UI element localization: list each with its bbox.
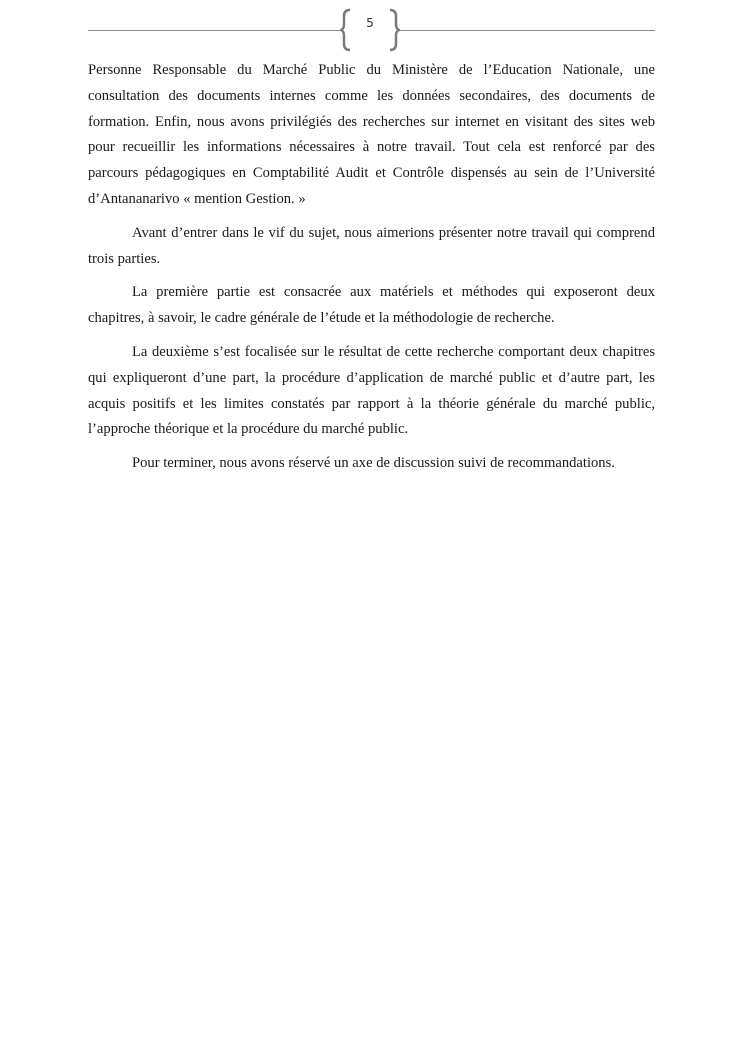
body-text <box>88 58 655 485</box>
page-number-brace <box>340 8 400 52</box>
paragraph-continued: Personne Responsable du Marché Public du Ministère de l’Education Nationale, une consultation des documents internes comme les données secondaires, des documents de formation. Enfin, nous avons privilégiés des recherches sur internet en visitant des sites web pour recueillir les informations nécessaires à notre travail. Tout cela est renforcé par des parcours pédagogiques en Comptabilité Audit et Contrôle dispensés au sein de l’Université d’Antananarivo « mention Gestion. » <box>88 62 655 207</box>
paragraph-conclusion: Pour terminer, nous avons réservé un axe de discussion suivi de recommandations. <box>132 455 615 472</box>
paragraph-part-one: La première partie est consacrée aux matériels et méthodes qui exposeront deux chapitres, à savoir, le cadre générale de l’étude et la méthodologie de recherche. <box>88 284 655 327</box>
header-rule-left <box>88 30 340 31</box>
page-header <box>88 8 655 52</box>
paragraph-intro: Avant d’entrer dans le vif du sujet, nous aimerions présenter notre travail qui comprend trois parties. <box>88 224 655 267</box>
page-number: 5 <box>366 16 374 30</box>
brace-icon <box>340 8 400 52</box>
paragraph-part-two: La deuxième s’est focalisée sur le résultat de cette recherche comportant deux chapitres qui expliqueront d’une part, la procédure d’application de marché public et d’autre part, les acquis positifs et les limites constatés par rapport à la théorie générale du marché public, l’approche théorique et la procédure du marché public. <box>88 343 655 438</box>
header-rule-right <box>400 30 655 31</box>
